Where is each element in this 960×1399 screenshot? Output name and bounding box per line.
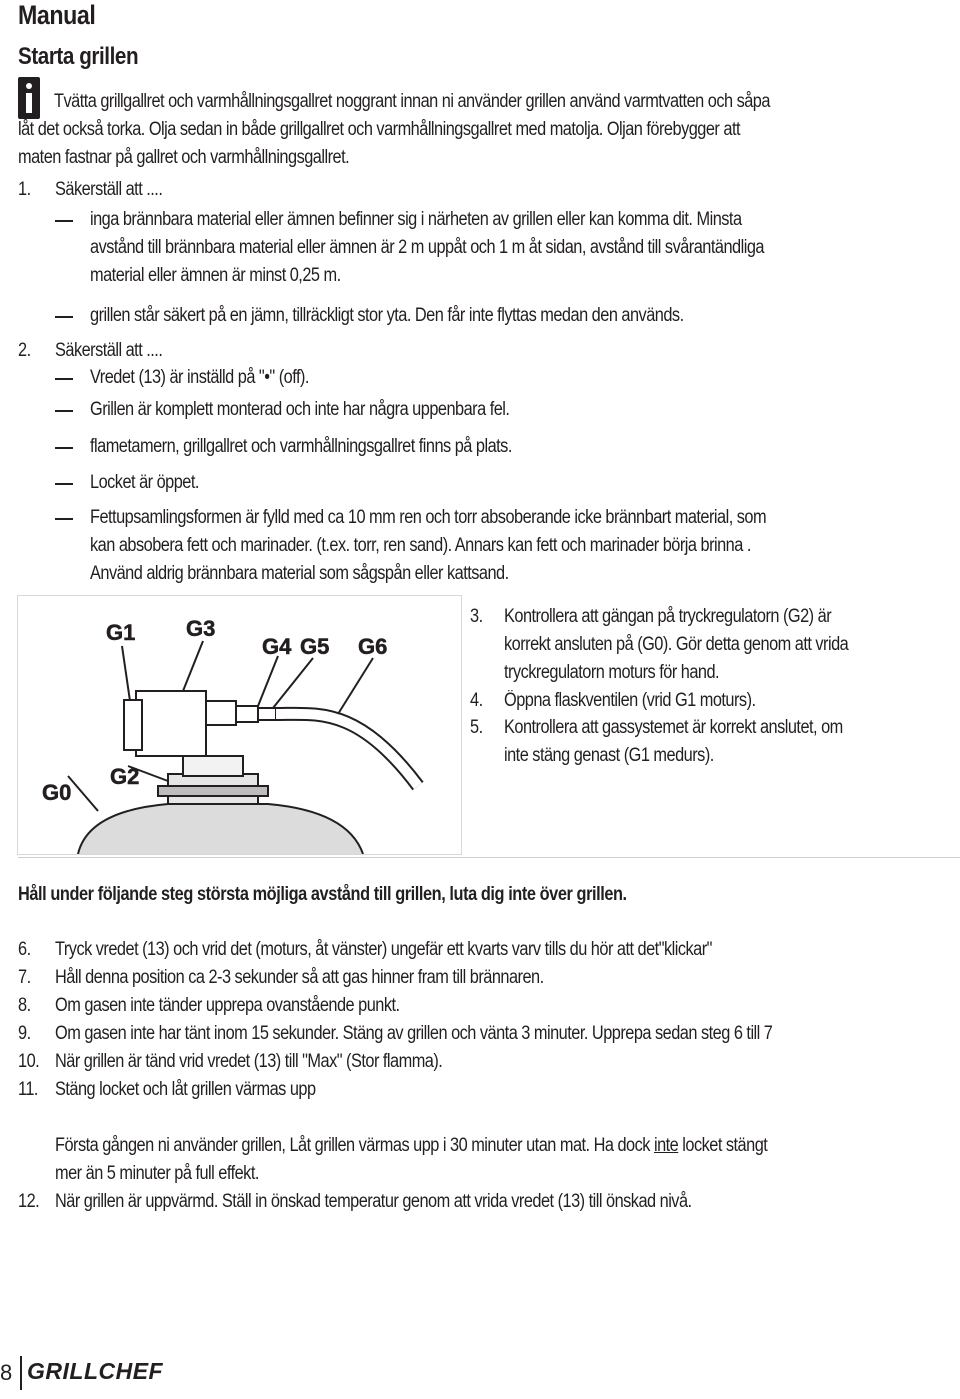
note-before: Första gången ni använder grillen, Låt grillen värmas upp i 30 minuter utan mat. Ha dock: [55, 1135, 654, 1156]
footer-divider: [20, 1356, 22, 1390]
step2-bullet: flametamern, grillgallret och varmhållningsgallret finns på plats.: [90, 436, 512, 457]
step1-bullet1-l1: inga brännbara material eller ämnen befinner sig i närheten av grillen eller kan komma dit. Minsta: [90, 209, 742, 230]
step2-bullet5-l3: Använd aldrig brännbara material som sågspån eller kattsand.: [90, 563, 509, 584]
step-number: 7.: [18, 967, 31, 988]
section-title: Starta grillen: [18, 43, 139, 70]
step-text: Tryck vredet (13) och vrid det (moturs, åt vänster) ungefär ett kvarts varv tills du hör att det"klickar": [55, 939, 712, 960]
dash-icon: [55, 378, 73, 380]
page-number: 8: [0, 1360, 13, 1385]
step-text: Om gasen inte tänder upprepa ovanstående punkt.: [55, 995, 400, 1016]
intro-line-3: maten fastnar på gallret och varmhållningsgallret.: [18, 147, 350, 168]
note-emphasis: inte: [653, 1135, 679, 1156]
step-text: När grillen är tänd vrid vredet (13) till "Max" (Stor flamma).: [55, 1051, 443, 1072]
step1-label: Säkerställ att ....: [55, 179, 163, 200]
label-g3: G3: [186, 616, 216, 641]
step-number: 10.: [18, 1051, 40, 1072]
step-number: 9.: [18, 1023, 31, 1044]
gas-regulator-diagram: [18, 596, 461, 854]
label-g4: G4: [262, 634, 292, 659]
step1-bullet2: grillen står säkert på en jämn, tillräckligt stor yta. Den får inte flyttas medan den används.: [90, 305, 684, 326]
step2-bullet5-l1: Fettupsamlingsformen är fylld med ca 10 mm ren och torr absoberande icke brännbart material, som: [90, 507, 767, 528]
step4-l1: Öppna flaskventilen (vrid G1 moturs).: [504, 690, 756, 711]
step-text: Stäng locket och låt grillen värmas upp: [55, 1079, 316, 1100]
brand-logo: GRILLCHEF: [27, 1358, 164, 1384]
step5-l2: inte stäng genast (G1 medurs).: [504, 745, 714, 766]
step5-number: 5.: [470, 717, 483, 738]
step2-number: 2.: [18, 340, 31, 361]
step3-number: 3.: [470, 606, 483, 627]
step1-bullet1-l3: material eller ämnen är minst 0,25 m.: [90, 265, 341, 286]
divider: [18, 857, 960, 858]
label-g2: G2: [110, 764, 140, 789]
step-text: Håll denna position ca 2-3 sekunder så att gas hinner fram till brännaren.: [55, 967, 544, 988]
step2-bullet: Locket är öppet.: [90, 472, 199, 493]
step1-bullet1-l2: avstånd till brännbara material eller ämnen är 2 m uppåt och 1 m åt sidan, avstånd till svårantändliga: [90, 237, 764, 258]
note-line-2: mer än 5 minuter på full effekt.: [55, 1163, 259, 1184]
step2-label: Säkerställ att ....: [55, 340, 163, 361]
dash-icon: [55, 483, 73, 485]
step2-bullet5-l2: kan absobera fett och marinader. (t.ex. torr, ren sand). Annars kan fett och marinader börja brinna .: [90, 535, 751, 556]
label-g5: G5: [300, 634, 330, 659]
label-g6: G6: [358, 634, 388, 659]
step-number: 8.: [18, 995, 31, 1016]
dash-icon: [55, 518, 73, 520]
step3-l3: tryckregulatorn moturs för hand.: [504, 662, 720, 683]
step-text: Om gasen inte har tänt inom 15 sekunder. Stäng av grillen och vänta 3 minuter. Upprepa sedan steg 6 till 7: [55, 1023, 773, 1044]
step3-l2: korrekt ansluten på (G0). Gör detta genom att vrida: [504, 634, 849, 655]
dash-icon: [55, 316, 73, 318]
warning-text: Håll under följande steg största möjliga avstånd till grillen, luta dig inte över grillen.: [18, 884, 627, 905]
info-icon: [18, 77, 40, 119]
dash-icon: [55, 410, 73, 412]
label-g0: G0: [42, 780, 72, 805]
step-number: 6.: [18, 939, 31, 960]
step4-number: 4.: [470, 690, 483, 711]
intro-line-2: låt det också torka. Olja sedan in både grillgallret och varmhållningsgallret med matolja. Oljan förebygger att: [18, 119, 741, 140]
dash-icon: [55, 447, 73, 449]
step5-l1: Kontrollera att gassystemet är korrekt anslutet, om: [504, 717, 843, 738]
page-title: Manual: [18, 0, 96, 30]
step-text: När grillen är uppvärmd. Ställ in önskad temperatur genom att vrida vredet (13) till önskad nivå.: [55, 1191, 692, 1212]
step-number: 11.: [18, 1079, 38, 1100]
step2-bullet: Grillen är komplett monterad och inte har några uppenbara fel.: [90, 399, 510, 420]
step2-bullet: Vredet (13) är inställd på "•" (off).: [90, 367, 309, 388]
note-line-1: [55, 1132, 767, 1160]
step1-number: 1.: [18, 179, 31, 200]
label-g1: G1: [106, 620, 136, 645]
note-after: locket stängt: [678, 1135, 768, 1156]
regulator-figure: [17, 595, 462, 855]
step3-l1: Kontrollera att gängan på tryckregulatorn (G2) är: [504, 606, 832, 627]
dash-icon: [55, 220, 73, 222]
step-number: 12.: [18, 1191, 40, 1212]
intro-line-1: Tvätta grillgallret och varmhållningsgallret noggrant innan ni använder grillen använd varmtvatten och såpa: [54, 91, 770, 112]
